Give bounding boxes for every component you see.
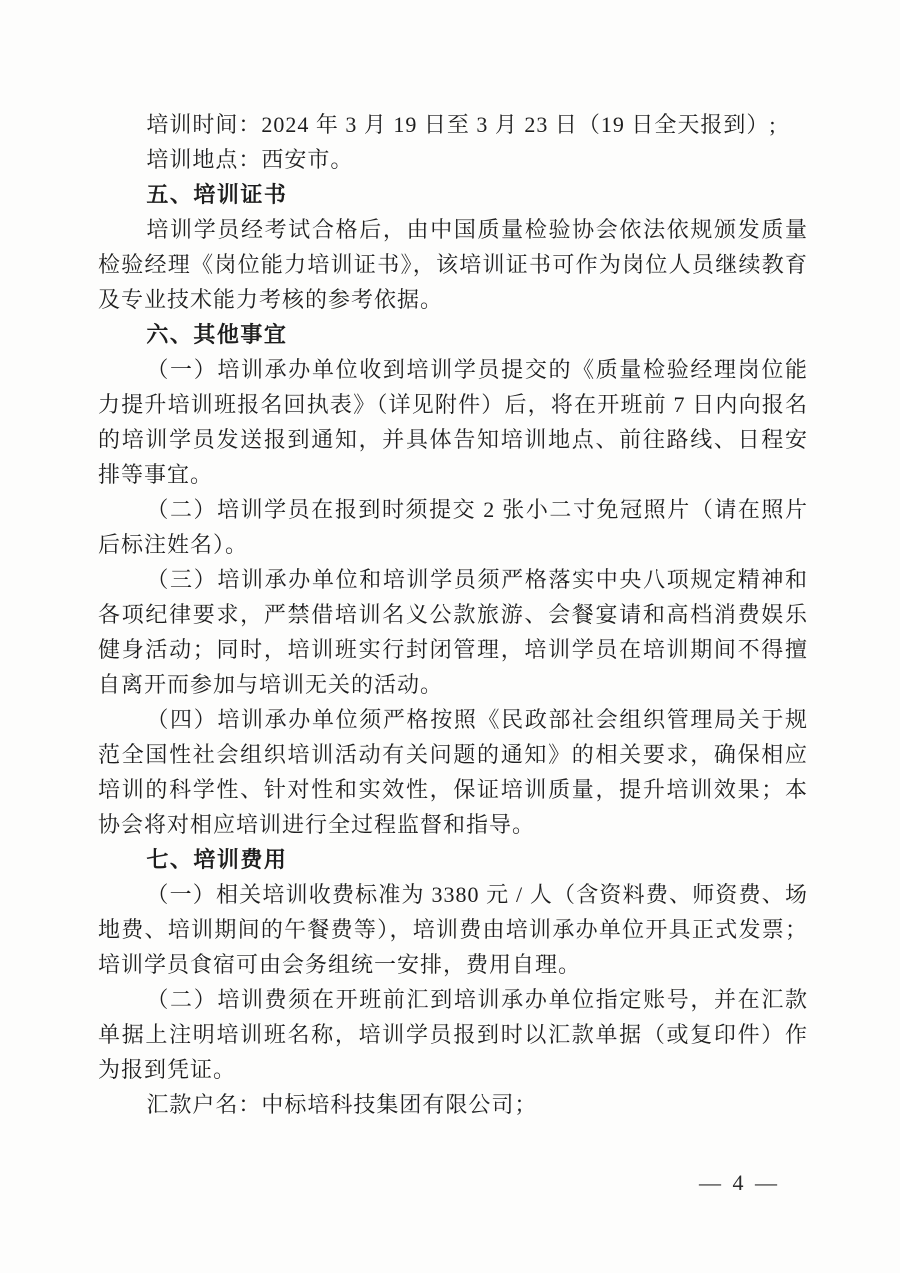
paragraph: （四）培训承办单位须严格按照《民政部社会组织管理局关于规范全国性社会组织培训活动有关问题的通知》的相关要求，确保相应培训的科学性、针对性和实效性，保证培训质量，提升培训效果；本协会将对相应培训进行全过程监督和指导。	[98, 707, 808, 837]
paragraph: （一）相关培训收费标准为 3380 元 / 人（含资料费、师资费、场地费、培训期间的午餐费等），培训费由培训承办单位开具正式发票；培训学员食宿可由会务组统一安排，费用自理。	[98, 882, 808, 977]
paragraph: （三）培训承办单位和培训学员须严格落实中央八项规定精神和各项纪律要求，严禁借培训名义公款旅游、会餐宴请和高档消费娱乐健身活动；同时，培训班实行封闭管理，培训学员在培训期间不得擅自离开而参加与培训无关的活动。	[98, 567, 808, 697]
section-heading: 六、其他事宜	[146, 322, 288, 347]
section-heading: 五、培训证书	[146, 182, 288, 207]
paragraph: 培训地点：西安市。	[146, 147, 354, 172]
document-body	[98, 107, 808, 1122]
page-number: — 4 —	[699, 1170, 780, 1195]
paragraph: （二）培训学员在报到时须提交 2 张小二寸免冠照片（请在照片后标注姓名）。	[98, 497, 808, 557]
paragraph: （二）培训费须在开班前汇到培训承办单位指定账号，并在汇款单据上注明培训班名称，培训学员报到时以汇款单据（或复印件）作为报到凭证。	[98, 987, 808, 1082]
paragraph: 汇款户名：中标培科技集团有限公司；	[146, 1092, 538, 1117]
paragraph: 培训学员经考试合格后，由中国质量检验协会依法依规颁发质量检验经理《岗位能力培训证书》，该培训证书可作为岗位人员继续教育及专业技术能力考核的参考依据。	[98, 217, 808, 312]
paragraph: （一）培训承办单位收到培训学员提交的《质量检验经理岗位能力提升培训班报名回执表》（详见附件）后，将在开班前 7 日内向报名的培训学员发送报到通知，并具体告知培训地点、前往路线、日程安排等事宜。	[98, 357, 808, 487]
section-heading: 七、培训费用	[146, 847, 288, 872]
paragraph: 培训时间：2024 年 3 月 19 日至 3 月 23 日（19 日全天报到）;	[146, 112, 777, 137]
